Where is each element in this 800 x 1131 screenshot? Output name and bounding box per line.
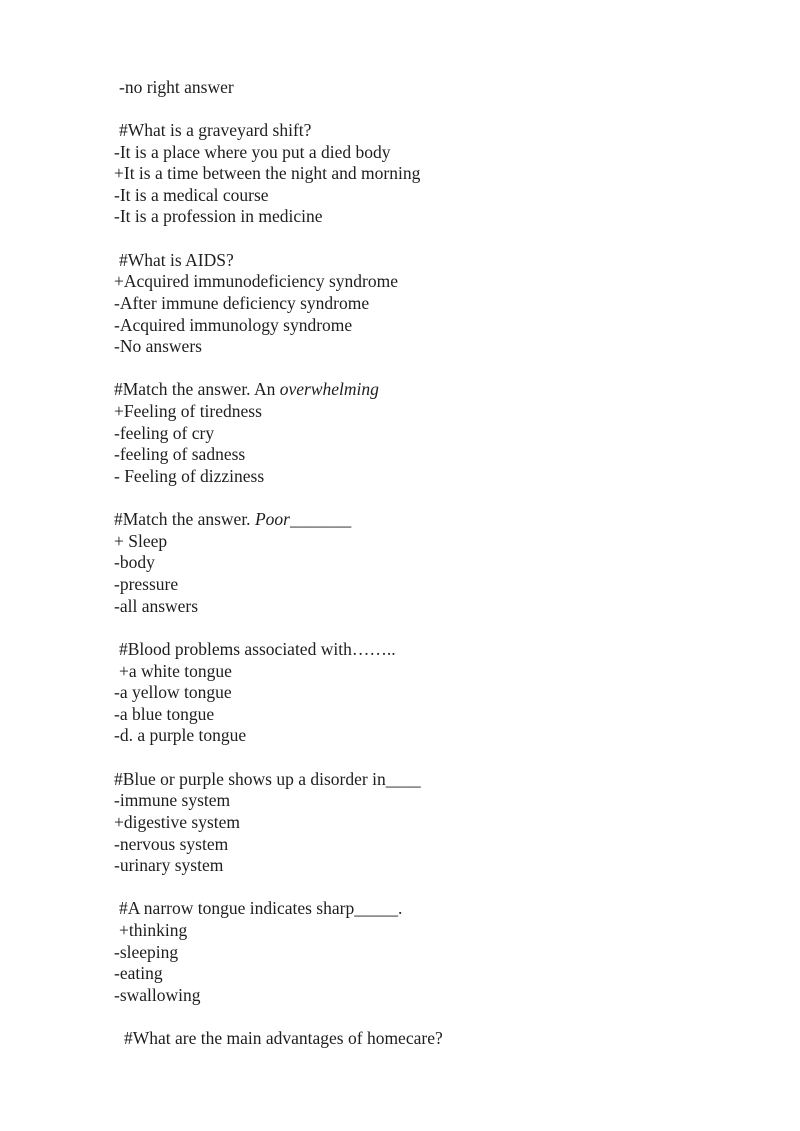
answer-option: -It is a profession in medicine (114, 206, 323, 226)
question-text (114, 379, 379, 400)
answer-option: -No answers (114, 336, 202, 356)
answer-option: -a blue tongue (114, 704, 215, 724)
answer-option: -It is a medical course (114, 185, 269, 205)
question-text-italic: overwhelming (279, 379, 379, 399)
answer-option: -After immune deficiency syndrome (114, 293, 370, 313)
question-text (114, 509, 351, 530)
answer-option: +thinking (119, 920, 188, 940)
question-text-plain: #Match the answer. (114, 509, 255, 529)
question-text: #Blue or purple shows up a disorder in____ (114, 769, 421, 789)
answer-option: - Feeling of dizziness (114, 466, 265, 486)
answer-option: + Sleep (114, 531, 168, 551)
question-text: #Blood problems associated with…….. (119, 639, 396, 659)
question-blank: _______ (289, 509, 352, 529)
answer-option: -feeling of sadness (114, 444, 246, 464)
answer-option: -Acquired immunology syndrome (114, 315, 353, 335)
question-text-plain: #Match the answer. An (114, 379, 280, 399)
answer-option: -all answers (114, 596, 199, 616)
answer-option: +It is a time between the night and morning (114, 163, 421, 183)
question-text-italic: Poor (254, 509, 290, 529)
answer-option: -swallowing (114, 985, 201, 1005)
answer-option: -a yellow tongue (114, 682, 232, 702)
question-text: #What is AIDS? (119, 250, 234, 270)
answer-option: -no right answer (119, 77, 234, 97)
answer-option: +Acquired immunodeficiency syndrome (114, 271, 398, 291)
answer-option: +digestive system (114, 812, 241, 832)
answer-option: -immune system (114, 790, 231, 810)
answer-option: +a white tongue (119, 661, 232, 681)
answer-option: +Feeling of tiredness (114, 401, 262, 421)
answer-option: -feeling of cry (114, 423, 215, 443)
answer-option: -urinary system (114, 855, 224, 875)
answer-option: -body (114, 552, 155, 572)
answer-option: -eating (114, 963, 163, 983)
answer-option: -It is a place where you put a died body (114, 142, 391, 162)
answer-option: -nervous system (114, 834, 229, 854)
answer-option: -pressure (114, 574, 179, 594)
question-text: #What is a graveyard shift? (119, 120, 312, 140)
answer-option: -sleeping (114, 942, 179, 962)
question-text: #What are the main advantages of homecare? (124, 1028, 443, 1048)
answer-option: -d. a purple tongue (114, 725, 247, 745)
question-text: #A narrow tongue indicates sharp_____. (119, 898, 403, 918)
